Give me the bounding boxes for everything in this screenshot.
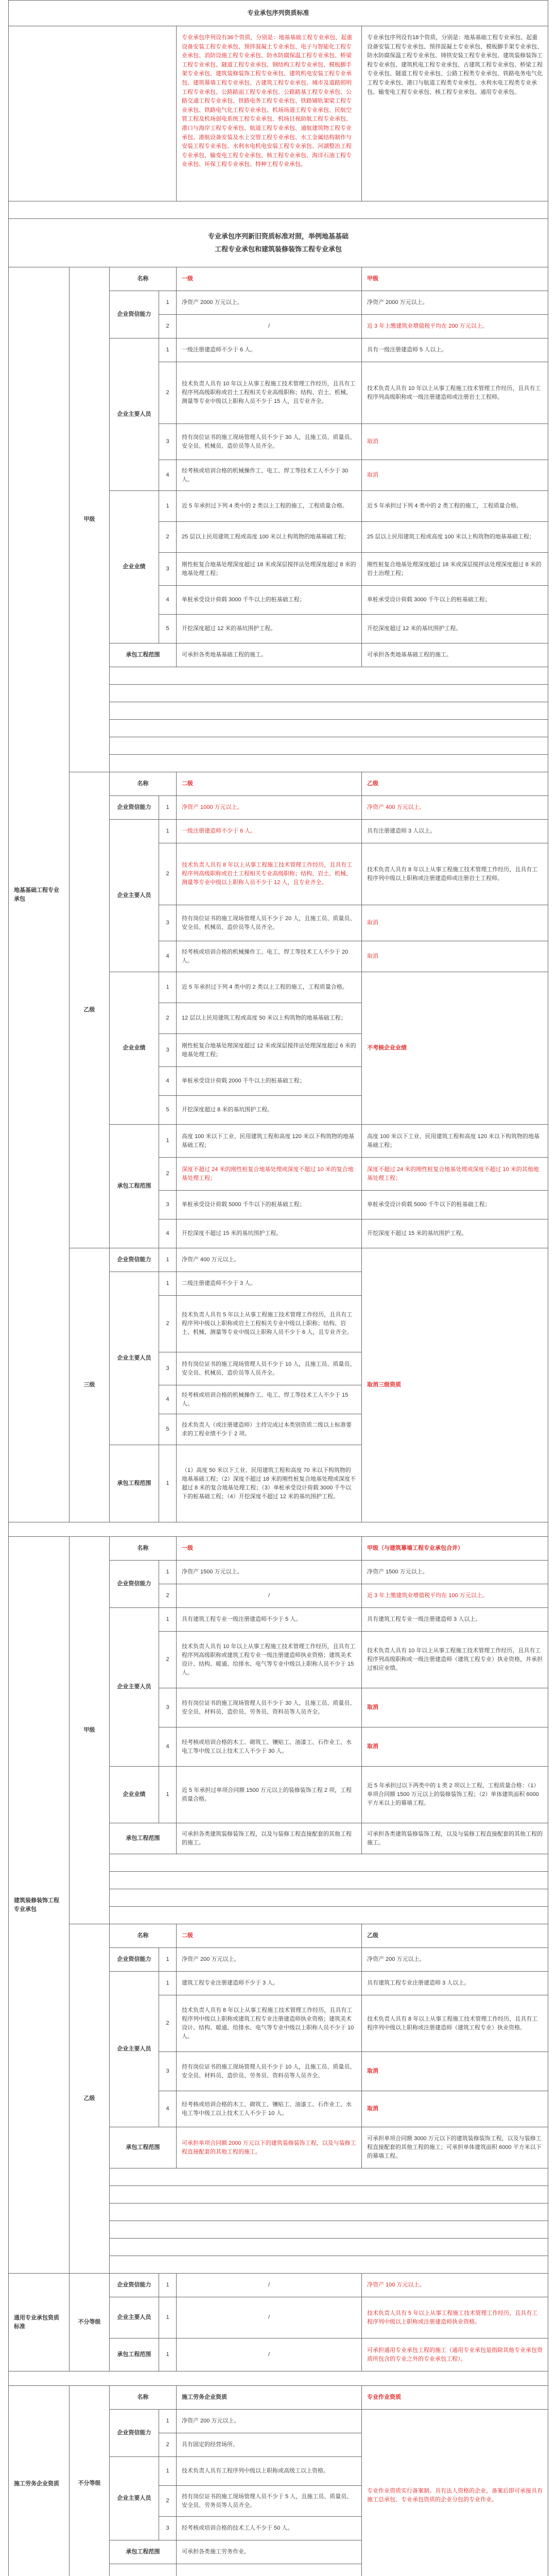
g1b-s2-old: 深度不超过 24 米的刚性桩复合地基处理或深度不超过 10 米的复合地基处理工程； <box>177 1158 362 1191</box>
label-performance: 企业业绩 <box>110 491 159 643</box>
label-scope: 承包工程范围 <box>110 643 177 667</box>
label-staff: 企业主要人员 <box>110 338 159 491</box>
col-name-b: 名称 <box>110 772 177 796</box>
g2b-r4-old: 持有岗位证书的施工现场管理人员不少于 10 人，且施工员、质量员、安全员、材料员、造价员、劳务员、资料员等人员齐全。 <box>177 2052 362 2091</box>
g1b-p3-old: 刚性桩复合地基处理深度超过 12 米或深层搅拌法处理深度超过 6 米的地基处理工程； <box>177 1034 362 1067</box>
g2a-r4-new: 技术负责人具有 10 年以上从事工程施工技术管理工作经历，且具有工程序列高级职称或一级注册建造师（建筑工程专业）执业资格，并承担过相应业绩。 <box>362 1632 548 1688</box>
g1a-r2-old: / <box>177 315 362 338</box>
g2b-r5-new: 取消 <box>362 2091 548 2127</box>
label-scope-b: 承包工程范围 <box>110 1125 159 1248</box>
level-b: 乙级 <box>70 772 110 1248</box>
g1b-s4-old: 开挖深度不超过 15 米的基坑围护工程。 <box>177 1219 362 1248</box>
g1a-p4-old: 单桩承受设计荷载 3000 千牛以上的桩基础工程； <box>177 586 362 615</box>
label-assets-2b: 企业资信能力 <box>110 1948 159 1972</box>
g2a-r5-new: 取消 <box>362 1688 548 1727</box>
category-labor: 施工劳务企业资质 <box>9 2386 70 2576</box>
level-a-2: 甲级 <box>70 1537 110 1924</box>
label-staff-2b: 企业主要人员 <box>110 1972 159 2127</box>
g1c-r4-old: 持有岗位证书的施工现场管理人员不少于 10 人，且施工员、质量员、安全员、机械员、造价员等人员齐全。 <box>177 1352 362 1385</box>
g1b-s3-old: 单桩承受设计荷载 5000 千牛以下的桩基础工程； <box>177 1191 362 1219</box>
g2b-r4-new: 取消 <box>362 2052 548 2091</box>
g2b-s-old: 可承担单项合同额 2000 万元以下的建筑装修装饰工程，以及与装修工程直接配套的其他工程的施工。 <box>177 2127 362 2168</box>
g2b-head-old: 二级 <box>177 1924 362 1948</box>
g1b-p-new: 不考核企业业绩 <box>362 972 548 1125</box>
g3-r1-old: / <box>177 2274 362 2297</box>
g4-r1-old: 净资产 200 万元以上。 <box>177 2410 362 2433</box>
g2b-r1-new: 净资产 200 万元以上。 <box>362 1948 548 1972</box>
level-a: 甲级 <box>70 267 110 772</box>
g2a-r1-new: 净资产 1500 万元以上。 <box>362 1561 548 1584</box>
col-name-4: 名称 <box>110 2386 177 2410</box>
g1a-r3-old: 一级注册建造师不少于 6 人。 <box>177 338 362 362</box>
g1c-r2-old: 二级注册建造师不少于 3 人。 <box>177 1272 362 1296</box>
g1c-removed: 取消三级资质 <box>362 1248 548 1522</box>
g4-head-new: 专业作业资质 <box>362 2386 548 2410</box>
g3-r2-old: / <box>177 2297 362 2338</box>
g2a-r3-old: 具有建筑工程专业一级注册建造师不少于 5 人。 <box>177 1608 362 1632</box>
g1b-p4-old: 单桩承受设计荷载 2000 千牛以上的桩基础工程； <box>177 1067 362 1096</box>
g1b-r5-old: 经考核或培训合格的机械操作工、电工、焊工等技术工人不少于 20 人。 <box>177 941 362 972</box>
label-assets-2a: 企业资信能力 <box>110 1561 159 1608</box>
g2b-head-new: 乙级 <box>362 1924 548 1948</box>
g1a-p2-new: 25 层以上民用建筑工程或高度 100 米以上构筑物的地基基础工程； <box>362 522 548 553</box>
g1b-r3-old: 技术负责人具有 8 年以上从事工程施工技术管理工作经历，且具有工程序列高级职称或岩土工程相关专业高级职称；结构、岩土、机械、测量等专业中级以上职称人员不少于 12 人，且专业齐全。 <box>177 843 362 905</box>
g1a-r6-old: 经考核或培训合格的机械操作工、电工、焊工等技术工人不少于 30 人。 <box>177 460 362 491</box>
g1b-p5-old: 开挖深度超过 8 米的基坑围护工程。 <box>177 1096 362 1125</box>
g1b-r4-new: 取消 <box>362 905 548 941</box>
new-level-head-b: 乙级 <box>362 772 548 796</box>
g2b-r3-old: 技术负责人具有 8 年以上从事工程施工技术管理工作经历，且具有工程序列中级以上职称或建筑工程专业注册建造师执业资格；建筑美术设计、结构、暖通、给排水、电气等专业中级以上职称人员不少于 10 人。 <box>177 1995 362 2052</box>
g1b-r1-old: 净资产 1000 万元以上。 <box>177 796 362 820</box>
g1a-p5-new: 开挖深度超过 12 米的基坑围护工程。 <box>362 615 548 643</box>
g2a-r1-old: 净资产 1500 万元以上。 <box>177 1561 362 1584</box>
g1b-s2-new: 深度不超过 24 米的刚性桩复合地基处理或深度不超过 10 米的其他地基处理工程； <box>362 1158 548 1191</box>
old-level-head: 一级 <box>177 267 362 291</box>
label-staff-b: 企业主要人员 <box>110 820 159 972</box>
level-b-2: 乙级 <box>70 1924 110 2274</box>
section-title-line-1: 专业承包序列新旧资质标准对照，举例地基基础 <box>208 232 349 240</box>
level-none-4: 不分等级 <box>70 2386 110 2576</box>
doc-title: 专业承包序列资质标准 <box>9 1 548 26</box>
g2b-s-new: 可承担单项合同额 3000 万元以下的建筑装修装饰工程，以及与装修工程直接配套的其他工程的施工；可承担单体建筑面积 6000 平方米以下的幕墙工程。 <box>362 2127 548 2168</box>
g4-s-old: 可承担各类施工劳务作业。 <box>177 2540 362 2564</box>
blank-row <box>9 201 548 219</box>
g1a-r1-new: 净资产 2000 万元以上。 <box>362 291 548 315</box>
label-assets-c: 企业资信能力 <box>110 1248 159 1272</box>
label-scope-c: 承包工程范围 <box>110 1445 159 1522</box>
g1a-p3-old: 刚性桩复合地基处理深度超过 18 米或深层搅拌法处理深度超过 8 米的地基处理工程； <box>177 553 362 586</box>
category-foundation: 地基基础工程专业承包 <box>9 267 70 1522</box>
label-staff-3: 企业主要人员 <box>110 2297 159 2338</box>
g4-r4-old: 持有岗位证书的施工现场管理人员不少于 5 人，且施工员、质量员、安全员、劳务员等人员齐全。 <box>177 2486 362 2517</box>
g1c-r6-old: 技术负责人（或注册建造师）主持完成过本类别资质二级以上标准要求的工程业绩不少于 2 项。 <box>177 1414 362 1445</box>
intro-spacer <box>9 26 177 201</box>
g2a-r4-old: 技术负责人具有 10 年以上从事工程施工技术管理工作经历，且具有工程序列高级职称或建筑工程专业一级注册建造师执业资格；建筑美术设计、结构、暖通、给排水、电气等专业中级以上职称人员不少于 15 人。 <box>177 1632 362 1688</box>
g1a-r2-new: 近 3 年上缴建筑业增值税平均在 200 万元以上。 <box>362 315 548 338</box>
label-staff-c: 企业主要人员 <box>110 1272 159 1445</box>
g2a-r3-new: 具有建筑工程专业一级注册建造师 3 人以上。 <box>362 1608 548 1632</box>
g3-s-old: / <box>177 2338 362 2371</box>
intro-new-standard: 专业承包序列设有18个资质，分别是：地基基础工程专业承包、起重设备安装工程专业承包、预拌混凝土专业承包、模板脚手架专业承包、防水防腐保温工程专业承包、铸铁安装工程专业承包、建筑装修装饰工程专业承包、建筑机电工程专业承包、古建筑工程专业承包、桥梁工程专业承包、隧道工程专业承包、公路工程类专业承包、铁路电务电气化工程专业承包、港口与航道工程类专业承包、水利水电工程类专业承包、输变电工程专业承包、核工程专业承包、通用专业承包。 <box>362 26 548 201</box>
g2a-r5-old: 持有岗位证书的施工现场管理人员不少于 30 人，且施工员、质量员、安全员、材料员、造价员、劳务员、资料员等人员齐全。 <box>177 1688 362 1727</box>
g2a-r6-new: 取消 <box>362 1727 548 1767</box>
g1a-r1-old: 净资产 2000 万元以上。 <box>177 291 362 315</box>
g1a-r4-new: 技术负责人具有 10 年以上从事工程施工技术管理工作经历，且具有工程序列高级职称或一级注册建造师或注册岩土工程师。 <box>362 362 548 424</box>
label-performance-2a: 企业业绩 <box>110 1767 159 1823</box>
g1c-r5-old: 经考核或培训合格的机械操作工、电工、焊工等技术工人不少于 15 人。 <box>177 1385 362 1414</box>
col-name: 名称 <box>110 267 177 291</box>
new-level-head: 甲级 <box>362 267 548 291</box>
g2a-p-old: 近 5 年承担过单项合同额 1500 万元以上的装修装饰工程 2 项，工程质量合格。 <box>177 1767 362 1823</box>
g1b-r2-old: 一级注册建造师不少于 6 人。 <box>177 820 362 843</box>
label-performance-b: 企业业绩 <box>110 972 159 1125</box>
g1c-s-old: （1）高度 50 米以下工业、民用建筑工程和高度 70 米以下构筑物的地基基础工程；（2）深度不超过 18 米的刚性桩复合地基处理或深度不超过 8 米的复合地基处理工程；（3）单桩承受设计荷载 3000 千牛以下的桩基础工程；（4）开挖深度不超过 12 米的基坑围护工程。 <box>177 1445 362 1522</box>
g1b-s4-new: 开挖深度不超过 15 米的基坑围护工程。 <box>362 1219 548 1248</box>
g3-r1-new: 净资产 100 万元以上。 <box>362 2274 548 2297</box>
g2b-r1-old: 净资产 200 万元以上。 <box>177 1948 362 1972</box>
label-assets: 企业资信能力 <box>110 291 159 338</box>
g1a-p4-new: 单桩承受设计荷载 3000 千牛以上的桩基础工程； <box>362 586 548 615</box>
g1a-r6-new: 取消 <box>362 460 548 491</box>
g1b-r3-new: 技术负责人具有 8 年以上从事工程施工技术管理工作经历，且具有工程序列中级以上职称或注册建造师或注册岩土工程师。 <box>362 843 548 905</box>
level-none-3: 不分等级 <box>70 2274 110 2371</box>
g4-head-old: 施工劳务企业资质 <box>177 2386 362 2410</box>
g1a-p3-new: 刚性桩复合地基处理深度超过 18 米或深层搅拌法处理深度超过 8 米的岩土治理工程； <box>362 553 548 586</box>
g4-r5-old: 经考核或培训合格的技术工人不少于 50 人。 <box>177 2517 362 2540</box>
g1a-r3-new: 具有一级注册建造师 5 人以上。 <box>362 338 548 362</box>
qualification-table: 专业承包序列资质标准 专业承包序列设有36个资质，分别是：地基基础工程专业承包、起重设备安装工程专业承包、预拌混凝土专业承包、电子与智能化工程专业承包、消防设施工程专业承包、防水防腐保温工程专业承包、桥梁工程专业承包、隧道工程专业承包、钢结构工程专业承包、模板脚手架专业承包、建筑装修装饰工程专业承包、建筑机电安装工程专业承包、建筑幕墙工程专业承包、古建筑工程专业承包、城市及道路照明工程专业承包、公路路面工程专业承包、公路路基工程专业承包、公路交通工程专业承包、铁路电务工程专业承包、铁路铺轨架梁工程专业承包、铁路电气化工程专业承包、机场场道工程专业承包、民航空管工程及机场弱电系统工程专业承包、机场目视助航工程专业承包、港口与海岸工程专业承包、航道工程专业承包、通航建筑物工程专业承包、港航设备安装及水上交管工程专业承包、水工金属结构制作与安装工程专业承包、水利水电机电安装工程专业承包、河湖整治工程专业承包、输变电工程专业承包、核工程专业承包、海洋石油工程专业承包、环保工程专业承包、特种工程专业承包。 专业承包序列设有18个资质，分别是：地基基础工程专业承包、起重设备安装工程专业承包、预拌混凝土专业承包、模板脚手架专业承包、防水防腐保温工程专业承包、铸铁安装工程专业承包、建筑装修装饰工程专业承包、建筑机电工程专业承包、古建筑工程专业承包、桥梁工程专业承包、隧道工程专业承包、公路工程类专业承包、铁路电务电气化工程专业承包、港口与航道工程类专业承包、水利水电工程类专业承包、输变电工程专业承包、核工程专业承包、通用专业承包。 专业承包序列新旧资质标准对照，举例地基基础 工程专业承包和建筑装修装饰工程专业承包 地基基础工程专业承包 甲级 名称 一级 甲级 企业资信能力 1 净资产 2000 万元以上。 净资产 2000 万元以上。 2 / 近 3 年上缴建筑业增值税平均在 200 万元以上。 企业主要人员 1 一级注册建造师不少于 6 人。 具有一级注册建造师 5 人以上。 2 技术负责人具有 10 年以上从事工程施工技术管理工作经历，且具有工程序列高级职称或岩土工程相关专业高级职称；结构、岩土、机械、测量等专业中级以上职称人员不少于 15 人，且专业齐全。 技术负责人具有 10 年以上从事工程施工技术管理工作经历，且具有工程序列高级职称或一级注册建造师或注册岩土工程师。 3 持有岗位证书的施工现场管理人员不少于 30 人，且施工员、质量员、安全员、机械员、造价员等人员齐全。 取消 4 经考核或培训合格的机械操作工、电工、焊工等技术工人不少于 30 人。 取消 企业业绩 1 近 5 年承担过下列 4 类中的 2 类以上工程的施工，工程质量合格。 近 5 年承担过下列 4 类中的 2 类工程的施工，工程质量合格。 2 25 层以上民用建筑工程或高度 100 米以上构筑物的地基基础工程； 25 层以上民用建筑工程或高度 100 米以上构筑物的地基基础工程； 3 刚性桩复合地基处理深度超过 18 米或深层搅拌法处理深度超过 8 米的地基处理工程； 刚性桩复合地基处理深度超过 18 米或深层搅拌法处理深度超过 8 米的岩土治理工程； 4 单桩承受设计荷载 3000 千牛以上的桩基础工程； 单桩承受设计荷载 3000 千牛以上的桩基础工程； 5 开挖深度超过 12 米的基坑围护工程。 开挖深度超过 12 米的基坑围护工程。 承包工程范围 可承担各类地基基础工程的施工。 可承担各类地基基础工程的施工。 乙级 名称 二级 乙级 企业资信能力 1 净资产 1000 万元以上。 净资产 400 万元以上。 企业主要人员 1 一级注册建造师不少于 6 人。 具有注册建造师 3 人以上。 2 技术负责人具有 8 年以上从事工程施工技术管理工作经历，且具有工程序列高级职称或岩土工程相关专业高级职称；结构、岩土、机械、测量等专业中级以上职称人员不少于 12 人，且专业齐全。 技术负责人具有 8 年以上从事工程施工技术管理工作经历，且具有工程序列中级以上职称或注册建造师或注册岩土工程师。 3 持有岗位证书的施工现场管理人员不少于 20 人，且施工员、质量员、安全员、机械员、造价员等人员齐全。 取消 4 经考核或培训合格的机械操作工、电工、焊工等技术工人不少于 20 人。 取消 企业业绩 1 近 5 年承担过下列 4 类中的 2 类以上工程的施工，工程质量合格。 不考核企业业绩 2 12 层以上民用建筑工程或高度 50 米以上构筑物的地基基础工程； 3 刚性桩复合地基处理深度超过 12 米或深层搅拌法处理深度超过 6 米的地基处理工程； 4 单桩承受设计荷载 2000 千牛以上的桩基础工程； 5 开挖深度超过 8 米的基坑围护工程。 承包工程范围 1 高度 100 米以下工业、民用建筑工程和高度 120 米以下构筑物的地基基础工程； 高度 100 米以下工业、民用建筑工程和高度 120 米以下构筑物的地基基础工程； 2 深度不超过 24 米的刚性桩复合地基处理或深度不超过 10 米的复合地基处理工程； 深度不超过 24 米的刚性桩复合地基处理或深度不超过 10 米的其他地基处理工程； 3 单桩承受设计荷载 5000 千牛以下的桩基础工程； 单桩承受设计荷载 5000 千牛以下的桩基础工程； 4 开挖深度不超过 15 米的基坑围护工程。 开挖深度不超过 15 米的基坑围护工程。 三级 企业资信能力 1 净资产 400 万元以上。 取消三级资质 企业主要人员 1 二级注册建造师不少于 3 人。 2 技术负责人具有 5 年以上从事工程施工技术管理工作经历，且具有工程序列中级以上职称或岩土工程相关专业中级以上职称；结构、岩土、机械、测量等专业中级以上职称人员不少于 6 人，且专业齐全。 3 持有岗位证书的施工现场管理人员不少于 10 人，且施工员、质量员、安全员、机械员、造价员等人员齐全。 4 经考核或培训合格的机械操作工、电工、焊工等技术工人不少于 15 人。 5 技术负责人（或注册建造师）主持完成过本类别资质二级以上标准要求的工程业绩不少于 2 项。 承包工程范围 1 （1）高度 50 米以下工业、民用建筑工程和高度 70 米以下构筑物的地基基础工程；（2）深度不超过 18 米的刚性桩复合地基处理或深度不超过 8 米的复合地基处理工程；（3）单桩承受设计荷载 3000 千牛以下的桩基础工程；（4）开挖深度不超过 12 米的基坑围护工程。 建筑装修装饰工程专业承包 甲级 名称 一级 甲级（与建筑幕墙工程专业承包合并） 企业资信能力 1 净资产 1500 万元以上。 净资产 1500 万元以上。 2 / 近 3 年上缴建筑业增值税平均在 100 万元以上。 企业主要人员 1 具有建筑工程专业一级注册建造师不少于 5 人。 具有建筑工程专业一级注册建造师 3 人以上。 2 技术负责人具有 10 年以上从事工程施工技术管理工作经历，且具有工程序列高级职称或建筑工程专业一级注册建造师执业资格；建筑美术设计、结构、暖通、给排水、电气等专业中级以上职称人员不少于 15 人。 技术负责人具有 10 年以上从事工程施工技术管理工作经历，且具有工程序列高级职称或一级注册建造师（建筑工程专业）执业资格，并承担过相应业绩。 3 持有岗位证书的施工现场管理人员不少于 30 人，且施工员、质量员、安全员、材料员、造价员、劳务员、资料员等人员齐全。 取消 4 经考核或培训合格的木工、砌筑工、镶贴工、油漆工、石作业工、水电工等中级工以上技术工人不少于 30 人。 取消 企业业绩 1 近 5 年承担过单项合同额 1500 万元以上的装修装饰工程 2 项，工程质量合格。 近 5 年承担过以下两类中的 1 类 2 项以上工程，工程质量合格：（1）单项合同额 1500 万元以上的装修装饰工程；（2）单体建筑面积 6000 平方米以上的幕墙工程。 承包工程范围 可承担各类建筑装修装饰工程，以及与装修工程直接配套的其他工程的施工。 可承担各类建筑装修装饰工程，以及与装修工程直接配套的其他工程的施工。 乙级 名称 二级 乙级 企业资信能力 1 净资产 200 万元以上。 净资产 200 万元以上。 企业主要人员 1 建筑工程专业注册建造师不少于 3 人。 具有建筑工程专业注册建造师 3 人以上。 2 技术负责人具有 8 年以上从事工程施工技术管理工作经历，且具有工程序列中级以上职称或建筑工程专业注册建造师执业资格；建筑美术设计、结构、暖通、给排水、电气等专业中级以上职称人员不少于 10 人。 技术负责人具有 8 年以上从事工程施工技术管理工作经历，且具有工程序列中级以上职称或注册建造师（建筑工程专业）执业资格。 3 持有岗位证书的施工现场管理人员不少于 10 人，且施工员、质量员、安全员、材料员、造价员、劳务员、资料员等人员齐全。 取消 4 经考核或培训合格的木工、砌筑工、镶贴工、油漆工、石作业工、水电工等中级工以上技术工人不少于 10 人。 取消 承包工程范围 可承担单项合同额 2000 万元以下的建筑装修装饰工程，以及与装修工程直接配套的其他工程的施工。 可承担单项合同额 3000 万元以下的建筑装修装饰工程，以及与装修工程直接配套的其他工程的施工；可承担单体建筑面积 6000 平方米以下的幕墙工程。 通用专业承包资质标准 不分等级 企业资信能力 1 / 净资产 100 万元以上。 企业主要人员 1 / 技术负责人具有 5 年以上从事工程施工技术管理工作经历，且具有工程序列中级以上职称或注册建造师执业资格。 承包工程范围 1 / 可承担通用专业承包工程的施工（通用专业承包是指除其他专业承包资质所包含的专业之外的专业承包工程）。 施工劳务企业资质 不分等级 名称 施工劳务企业资质 专业作业资质 企业资信能力 1 净资产 200 万元以上。 专业作业资质实行备案制。具有法人资格的企业，备案后即可承接具有施工总承包、专业承包资质的企业分包的专业作业。 2 具有固定的经营场所。 企业主要人员 1 技术负责人具有工程序列中级以上职称或高级工以上资格。 2 持有岗位证书的施工现场管理人员不少于 5 人，且施工员、质量员、安全员、劳务员等人员齐全。 3 经考核或培训合格的技术工人不少于 50 人。 承包工程范围 可承担各类施工劳务作业。 <box>8 0 548 2576</box>
g1b-r1-new: 净资产 400 万元以上。 <box>362 796 548 820</box>
label-scope-3: 承包工程范围 <box>110 2338 159 2371</box>
g1c-r3-old: 技术负责人具有 5 年以上从事工程施工技术管理工作经历，且具有工程序列中级以上职称或岩土工程相关专业中级以上职称；结构、岩土、机械、测量等专业中级以上职称人员不少于 6 人，且专业齐全。 <box>177 1296 362 1352</box>
g1b-p2-old: 12 层以上民用建筑工程或高度 50 米以上构筑物的地基基础工程； <box>177 1003 362 1034</box>
col-name-2a: 名称 <box>110 1537 177 1561</box>
g3-s-new: 可承担通用专业承包工程的施工（通用专业承包是指除其他专业承包资质所包含的专业之外的专业承包工程）。 <box>362 2338 548 2371</box>
level-c: 三级 <box>70 1248 110 1522</box>
g2a-r2-new: 近 3 年上缴建筑业增值税平均在 100 万元以上。 <box>362 1584 548 1608</box>
col-name-2b: 名称 <box>110 1924 177 1948</box>
label-assets-b: 企业资信能力 <box>110 796 159 820</box>
label-staff-2a: 企业主要人员 <box>110 1608 159 1767</box>
g1a-p5-old: 开挖深度超过 12 米的基坑围护工程。 <box>177 615 362 643</box>
g3-r2-new: 技术负责人具有 5 年以上从事工程施工技术管理工作经历，且具有工程序列中级以上职称或注册建造师执业资格。 <box>362 2297 548 2338</box>
label-staff-4: 企业主要人员 <box>110 2457 159 2540</box>
g1b-r2-new: 具有注册建造师 3 人以上。 <box>362 820 548 843</box>
g1a-p2-old: 25 层以上民用建筑工程或高度 100 米以上构筑物的地基基础工程； <box>177 522 362 553</box>
g2b-r3-new: 技术负责人具有 8 年以上从事工程施工技术管理工作经历，且具有工程序列中级以上职称或注册建造师（建筑工程专业）执业资格。 <box>362 1995 548 2052</box>
g1a-r5-new: 取消 <box>362 424 548 460</box>
g2a-r6-old: 经考核或培训合格的木工、砌筑工、镶贴工、油漆工、石作业工、水电工等中级工以上技术工人不少于 30 人。 <box>177 1727 362 1767</box>
g1b-s1-old: 高度 100 米以下工业、民用建筑工程和高度 120 米以下构筑物的地基基础工程； <box>177 1125 362 1158</box>
g2a-head-new: 甲级（与建筑幕墙工程专业承包合并） <box>362 1537 548 1561</box>
category-decoration: 建筑装修装饰工程专业承包 <box>9 1537 70 2274</box>
g1c-r1-old: 净资产 400 万元以上。 <box>177 1248 362 1272</box>
g2b-r5-old: 经考核或培训合格的木工、砌筑工、镶贴工、油漆工、石作业工、水电工等中级工以上技术工人不少于 10 人。 <box>177 2091 362 2127</box>
label-scope-4: 承包工程范围 <box>110 2540 177 2564</box>
g2a-s-new: 可承担各类建筑装修装饰工程，以及与装修工程直接配套的其他工程的施工。 <box>362 1823 548 1854</box>
g1a-s-new: 可承担各类地基基础工程的施工。 <box>362 643 548 667</box>
g2a-s-old: 可承担各类建筑装修装饰工程，以及与装修工程直接配套的其他工程的施工。 <box>177 1823 362 1854</box>
g1b-p1-old: 近 5 年承担过下列 4 类中的 2 类以上工程的施工，工程质量合格。 <box>177 972 362 1003</box>
g1b-r4-old: 持有岗位证书的施工现场管理人员不少于 20 人，且施工员、质量员、安全员、机械员、造价员等人员齐全。 <box>177 905 362 941</box>
g1a-p1-new: 近 5 年承担过下列 4 类中的 2 类工程的施工，工程质量合格。 <box>362 491 548 522</box>
g1b-s3-new: 单桩承受设计荷载 5000 千牛以下的桩基础工程； <box>362 1191 548 1219</box>
g2b-r2-new: 具有建筑工程专业注册建造师 3 人以上。 <box>362 1972 548 1995</box>
g4-new-all: 专业作业资质实行备案制。具有法人资格的企业，备案后即可承接具有施工总承包、专业承包资质的企业分包的专业作业。 <box>362 2410 548 2576</box>
g1a-s-old: 可承担各类地基基础工程的施工。 <box>177 643 362 667</box>
old-level-head-b: 二级 <box>177 772 362 796</box>
g1a-p1-old: 近 5 年承担过下列 4 类中的 2 类以上工程的施工，工程质量合格。 <box>177 491 362 522</box>
label-scope-2b: 承包工程范围 <box>110 2127 177 2168</box>
g1a-r4-old: 技术负责人具有 10 年以上从事工程施工技术管理工作经历，且具有工程序列高级职称或岩土工程相关专业高级职称；结构、岩土、机械、测量等专业中级以上职称人员不少于 15 人，且专业齐全。 <box>177 362 362 424</box>
g2a-p-new: 近 5 年承担过以下两类中的 1 类 2 项以上工程，工程质量合格：（1）单项合同额 1500 万元以上的装修装饰工程；（2）单体建筑面积 6000 平方米以上的幕墙工程。 <box>362 1767 548 1823</box>
g2a-head-old: 一级 <box>177 1537 362 1561</box>
section-title-line-2: 工程专业承包和建筑装修装饰工程专业承包 <box>215 245 342 253</box>
intro-old-standard: 专业承包序列设有36个资质，分别是：地基基础工程专业承包、起重设备安装工程专业承包、预拌混凝土专业承包、电子与智能化工程专业承包、消防设施工程专业承包、防水防腐保温工程专业承包、桥梁工程专业承包、隧道工程专业承包、钢结构工程专业承包、模板脚手架专业承包、建筑装修装饰工程专业承包、建筑机电安装工程专业承包、建筑幕墙工程专业承包、古建筑工程专业承包、城市及道路照明工程专业承包、公路路面工程专业承包、公路路基工程专业承包、公路交通工程专业承包、铁路电务工程专业承包、铁路铺轨架梁工程专业承包、铁路电气化工程专业承包、机场场道工程专业承包、民航空管工程及机场弱电系统工程专业承包、机场目视助航工程专业承包、港口与海岸工程专业承包、航道工程专业承包、通航建筑物工程专业承包、港航设备安装及水上交管工程专业承包、水工金属结构制作与安装工程专业承包、水利水电机电安装工程专业承包、河湖整治工程专业承包、输变电工程专业承包、核工程专业承包、海洋石油工程专业承包、环保工程专业承包、特种工程专业承包。 <box>177 26 362 201</box>
g2b-r2-old: 建筑工程专业注册建造师不少于 3 人。 <box>177 1972 362 1995</box>
g4-r3-old: 技术负责人具有工程序列中级以上职称或高级工以上资格。 <box>177 2457 362 2486</box>
g1b-s1-new: 高度 100 米以下工业、民用建筑工程和高度 120 米以下构筑物的地基基础工程； <box>362 1125 548 1158</box>
category-general: 通用专业承包资质标准 <box>9 2274 70 2371</box>
label-scope-2a: 承包工程范围 <box>110 1823 177 1854</box>
g1b-r5-new: 取消 <box>362 941 548 972</box>
label-assets-3: 企业资信能力 <box>110 2274 159 2297</box>
g1a-r5-old: 持有岗位证书的施工现场管理人员不少于 30 人，且施工员、质量员、安全员、机械员、造价员等人员齐全。 <box>177 424 362 460</box>
g2a-r2-old: / <box>177 1584 362 1608</box>
section-title <box>9 219 548 267</box>
g4-r2-old: 具有固定的经营场所。 <box>177 2433 362 2457</box>
label-assets-4: 企业资信能力 <box>110 2410 159 2457</box>
